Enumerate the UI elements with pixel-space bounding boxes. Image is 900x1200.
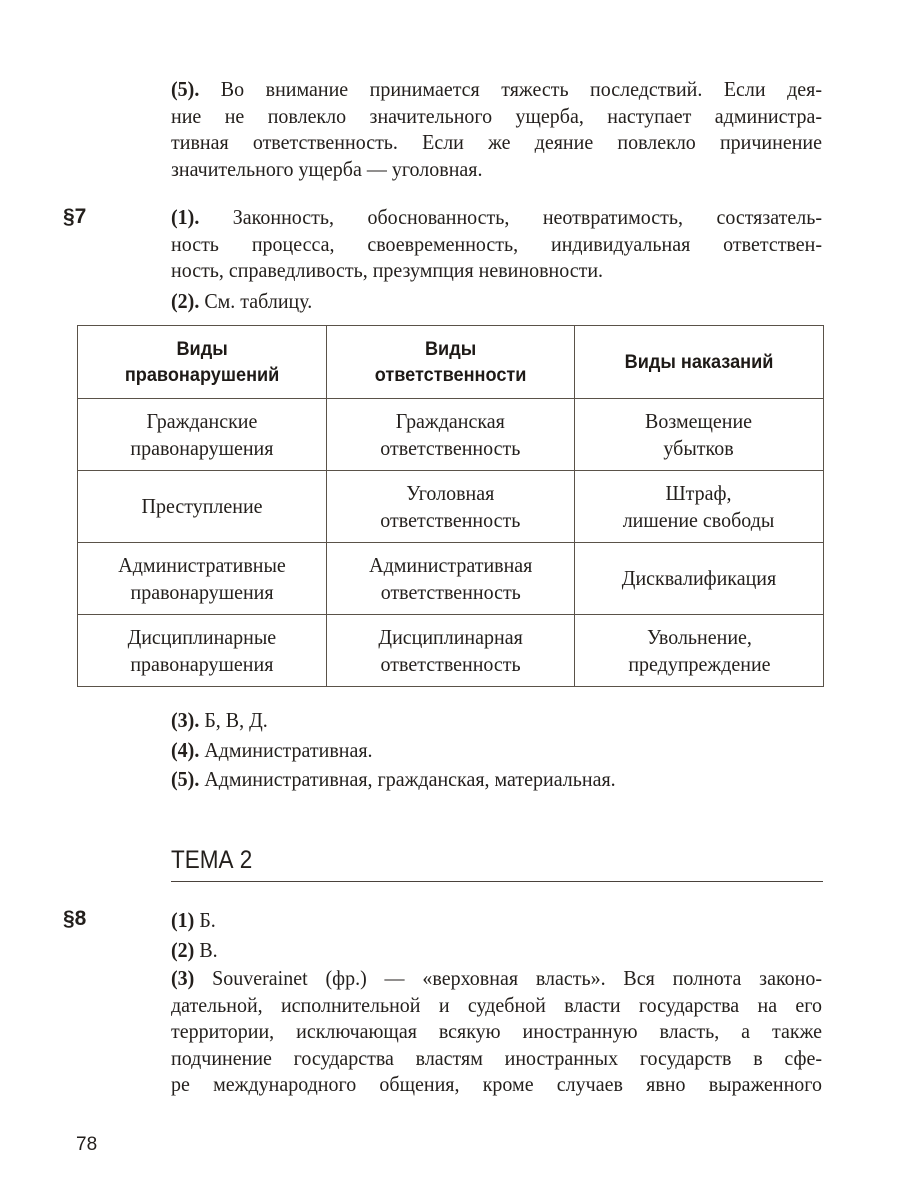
paragraph-line xyxy=(171,965,822,992)
header-line: Виды xyxy=(424,338,477,360)
header-liability-types xyxy=(327,326,575,399)
item-number: (2). xyxy=(171,289,200,313)
paragraph-line xyxy=(171,204,822,231)
item-number: (1). xyxy=(171,205,200,229)
table-row xyxy=(78,399,824,471)
cell-line: ответственность xyxy=(380,651,521,676)
table-cell xyxy=(327,399,575,471)
section-label-8: §8 xyxy=(63,907,87,930)
table-row xyxy=(78,615,824,687)
table-cell xyxy=(78,399,327,471)
table-cell xyxy=(575,471,824,543)
cell-line: Дисквалификация xyxy=(621,566,777,590)
table-cell xyxy=(575,615,824,687)
table-cell xyxy=(78,543,327,615)
header-offense-types xyxy=(78,326,327,399)
table-cell xyxy=(78,615,327,687)
table-header-row xyxy=(78,326,824,399)
cell-line: Уголовная xyxy=(406,480,495,505)
cell-line: Дисциплинарные xyxy=(127,624,277,649)
item-number: (3) xyxy=(171,966,195,990)
cell-line: правонарушения xyxy=(130,579,274,604)
cell-line: Преступление xyxy=(141,494,263,518)
item-number: (2) xyxy=(171,937,195,962)
section7-item-2 xyxy=(171,288,312,315)
cell-line: ответственность xyxy=(380,579,521,604)
cell-line: убытков xyxy=(663,435,735,460)
cell-line: Увольнение, xyxy=(646,624,752,649)
line-text: Б, В, Д. xyxy=(199,708,268,732)
cell-line: Дисциплинарная xyxy=(378,624,523,649)
header-line: Виды xyxy=(176,338,228,360)
section7-item-1 xyxy=(171,204,822,284)
cell-line: Гражданские xyxy=(146,408,258,433)
cell-line: Штраф, xyxy=(665,480,732,505)
header-line: ответственности xyxy=(374,364,527,386)
cell-line: лишение свободы xyxy=(623,507,775,532)
table-cell xyxy=(327,543,575,615)
page-number: 78 xyxy=(76,1134,98,1155)
cell-line: Гражданская xyxy=(395,408,506,433)
section8-item-3 xyxy=(171,965,822,1098)
paragraph-line: дательной, исполнительной и судебной власти государства на его xyxy=(171,992,822,1017)
table-cell xyxy=(575,399,824,471)
paragraph-line: значительного ущерба — уголовная. xyxy=(171,156,483,181)
item-number: (5). xyxy=(171,767,200,791)
line-text: Во внимание принимается тяжесть последствий. Если дея- xyxy=(199,77,822,101)
paragraph-line: ре международного общения, кроме случаев явно выраженного xyxy=(171,1072,822,1096)
header-punishment-types xyxy=(575,326,824,399)
cell-line: Административная xyxy=(368,552,533,577)
item-number: (1) xyxy=(171,908,195,932)
paragraph-line: ность процесса, своевременность, индивидуальная ответствен- xyxy=(171,231,822,256)
paragraph-line: тивная ответственность. Если же деяние повлекло причинение xyxy=(171,130,822,154)
line-text: Административная, гражданская, материальная. xyxy=(199,767,616,791)
paragraph-line: ность, справедливость, презумпция невиновности. xyxy=(171,258,604,282)
line-text: Административная. xyxy=(199,737,373,762)
section7-items-3-5 xyxy=(171,706,616,795)
cell-line: ответственность xyxy=(380,507,521,532)
table-cell xyxy=(575,543,824,615)
section-label-7: §7 xyxy=(63,205,87,228)
line-text: См. таблицу. xyxy=(199,289,313,313)
section7-item-5 xyxy=(171,765,616,795)
header-line: правонарушений xyxy=(124,364,280,386)
table-cell xyxy=(327,615,575,687)
cell-line: Возмещение xyxy=(645,408,753,433)
cell-line: предупреждение xyxy=(627,651,771,676)
offenses-table xyxy=(77,325,824,687)
topic-heading: ТЕМА 2 xyxy=(171,846,253,874)
item-number: (4). xyxy=(171,737,200,762)
paragraph-item-5-consequences xyxy=(171,76,822,182)
cell-line: ответственность xyxy=(380,435,521,460)
cell-line: Административные xyxy=(118,552,286,577)
line-text: В. xyxy=(194,937,218,962)
section7-item-3 xyxy=(171,706,616,736)
item-number: (5). xyxy=(171,77,200,101)
paragraph-line xyxy=(171,288,312,315)
section8-items-1-2 xyxy=(171,906,218,965)
table-cell xyxy=(327,471,575,543)
cell-line: правонарушения xyxy=(130,435,274,460)
table-cell xyxy=(78,471,327,543)
line-text: Законность, обоснованность, неотвратимость, состязатель- xyxy=(199,205,822,229)
item-number: (3). xyxy=(171,708,200,732)
paragraph-line: подчинение государства властям иностранных государств в сфе- xyxy=(171,1045,822,1070)
table-row xyxy=(78,543,824,615)
paragraph-line: ние не повлекло значительного ущерба, наступает администра- xyxy=(171,103,822,128)
paragraph-line xyxy=(171,76,822,103)
header-line: Виды наказаний xyxy=(624,351,774,373)
heading-divider xyxy=(171,881,823,882)
cell-line: правонарушения xyxy=(130,651,274,676)
section7-item-4 xyxy=(171,736,616,766)
line-text: Б. xyxy=(194,908,216,932)
section8-item-1 xyxy=(171,906,218,936)
table-row xyxy=(78,471,824,543)
paragraph-line: территории, исключающая всякую иностранную власть, а также xyxy=(171,1019,822,1043)
section8-item-2 xyxy=(171,936,218,966)
line-text: Souverainet (фр.) — «верховная власть». Вся полнота законо- xyxy=(194,966,823,990)
